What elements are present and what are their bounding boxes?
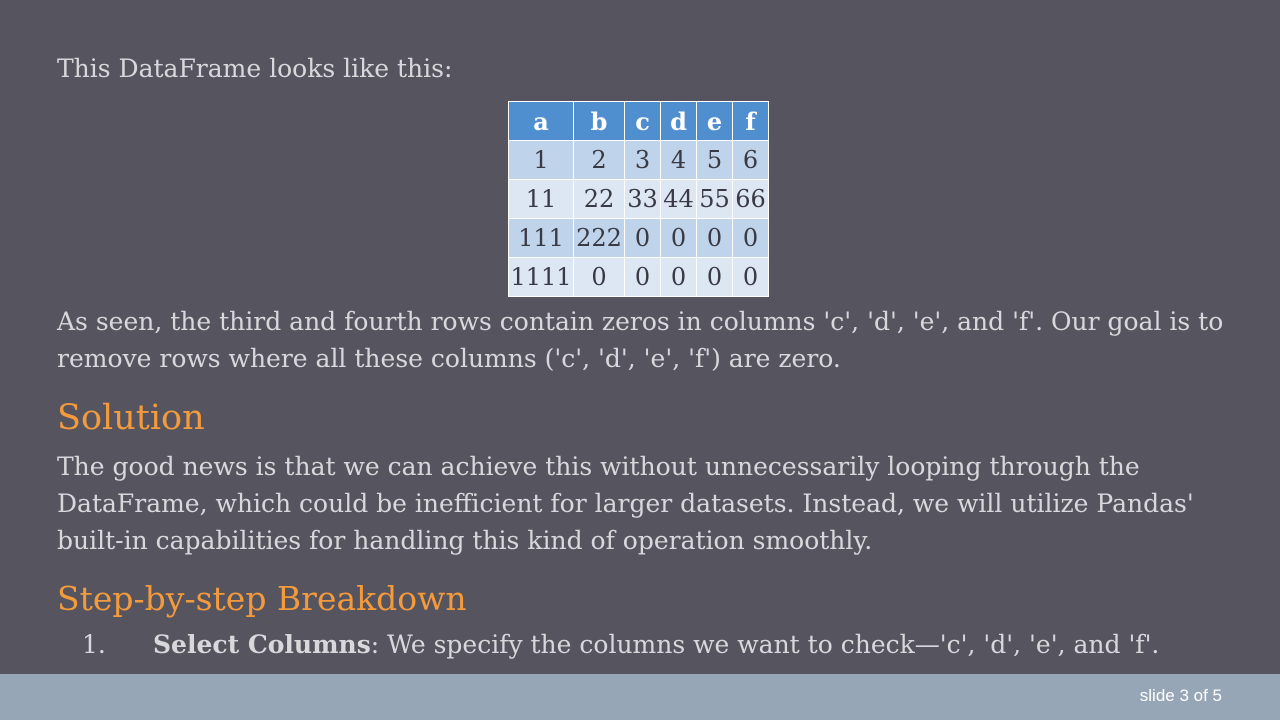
column-header-d: d xyxy=(661,102,697,141)
table-cell: 3 xyxy=(625,141,661,180)
steps-heading: Step-by-step Breakdown xyxy=(57,579,467,618)
explanation-paragraph: As seen, the third and fourth rows contain zeros in columns 'c', 'd', 'e', and 'f'. Our goal is to remove rows where all these columns ('c', 'd', 'e', 'f') are zero. xyxy=(57,307,1224,373)
intro-text: This DataFrame looks like this: xyxy=(57,54,453,83)
table-cell: 0 xyxy=(625,258,661,297)
table-cell: 11 xyxy=(509,180,574,219)
table-cell: 222 xyxy=(574,219,625,258)
table-cell: 22 xyxy=(574,180,625,219)
slide-counter: slide 3 of 5 xyxy=(1139,686,1222,705)
column-header-b: b xyxy=(574,102,625,141)
table-row xyxy=(509,219,769,258)
step-number: 1. xyxy=(82,630,106,659)
step-item xyxy=(82,626,1159,663)
table-cell: 1 xyxy=(509,141,574,180)
dataframe-table-container xyxy=(508,101,769,297)
table-cell: 0 xyxy=(661,219,697,258)
column-header-a: a xyxy=(509,102,574,141)
table-cell: 2 xyxy=(574,141,625,180)
dataframe-table xyxy=(508,101,769,297)
table-cell: 0 xyxy=(574,258,625,297)
step-title: Select Columns xyxy=(153,630,371,659)
table-cell: 111 xyxy=(509,219,574,258)
table-cell: 1111 xyxy=(509,258,574,297)
table-cell: 33 xyxy=(625,180,661,219)
table-header-row xyxy=(509,102,769,141)
column-header-c: c xyxy=(625,102,661,141)
table-cell: 0 xyxy=(733,219,769,258)
table-cell: 6 xyxy=(733,141,769,180)
table-cell: 0 xyxy=(733,258,769,297)
solution-paragraph: The good news is that we can achieve this without unnecessarily looping through the DataFrame, which could be inefficient for larger datasets. Instead, we will utilize Pandas' built-in capabilities for handling this kind of operation smoothly. xyxy=(57,452,1194,555)
table-cell: 44 xyxy=(661,180,697,219)
table-cell: 0 xyxy=(697,219,733,258)
table-cell: 4 xyxy=(661,141,697,180)
table-row xyxy=(509,258,769,297)
slide-footer xyxy=(0,674,1280,720)
step-text: : We specify the columns we want to check—'c', 'd', 'e', and 'f'. xyxy=(370,630,1160,659)
table-cell: 5 xyxy=(697,141,733,180)
table-row xyxy=(509,180,769,219)
table-cell: 0 xyxy=(625,219,661,258)
column-header-e: e xyxy=(697,102,733,141)
table-cell: 0 xyxy=(697,258,733,297)
table-cell: 66 xyxy=(733,180,769,219)
table-cell: 55 xyxy=(697,180,733,219)
table-row xyxy=(509,141,769,180)
table-cell: 0 xyxy=(661,258,697,297)
solution-heading: Solution xyxy=(57,398,205,438)
column-header-f: f xyxy=(733,102,769,141)
